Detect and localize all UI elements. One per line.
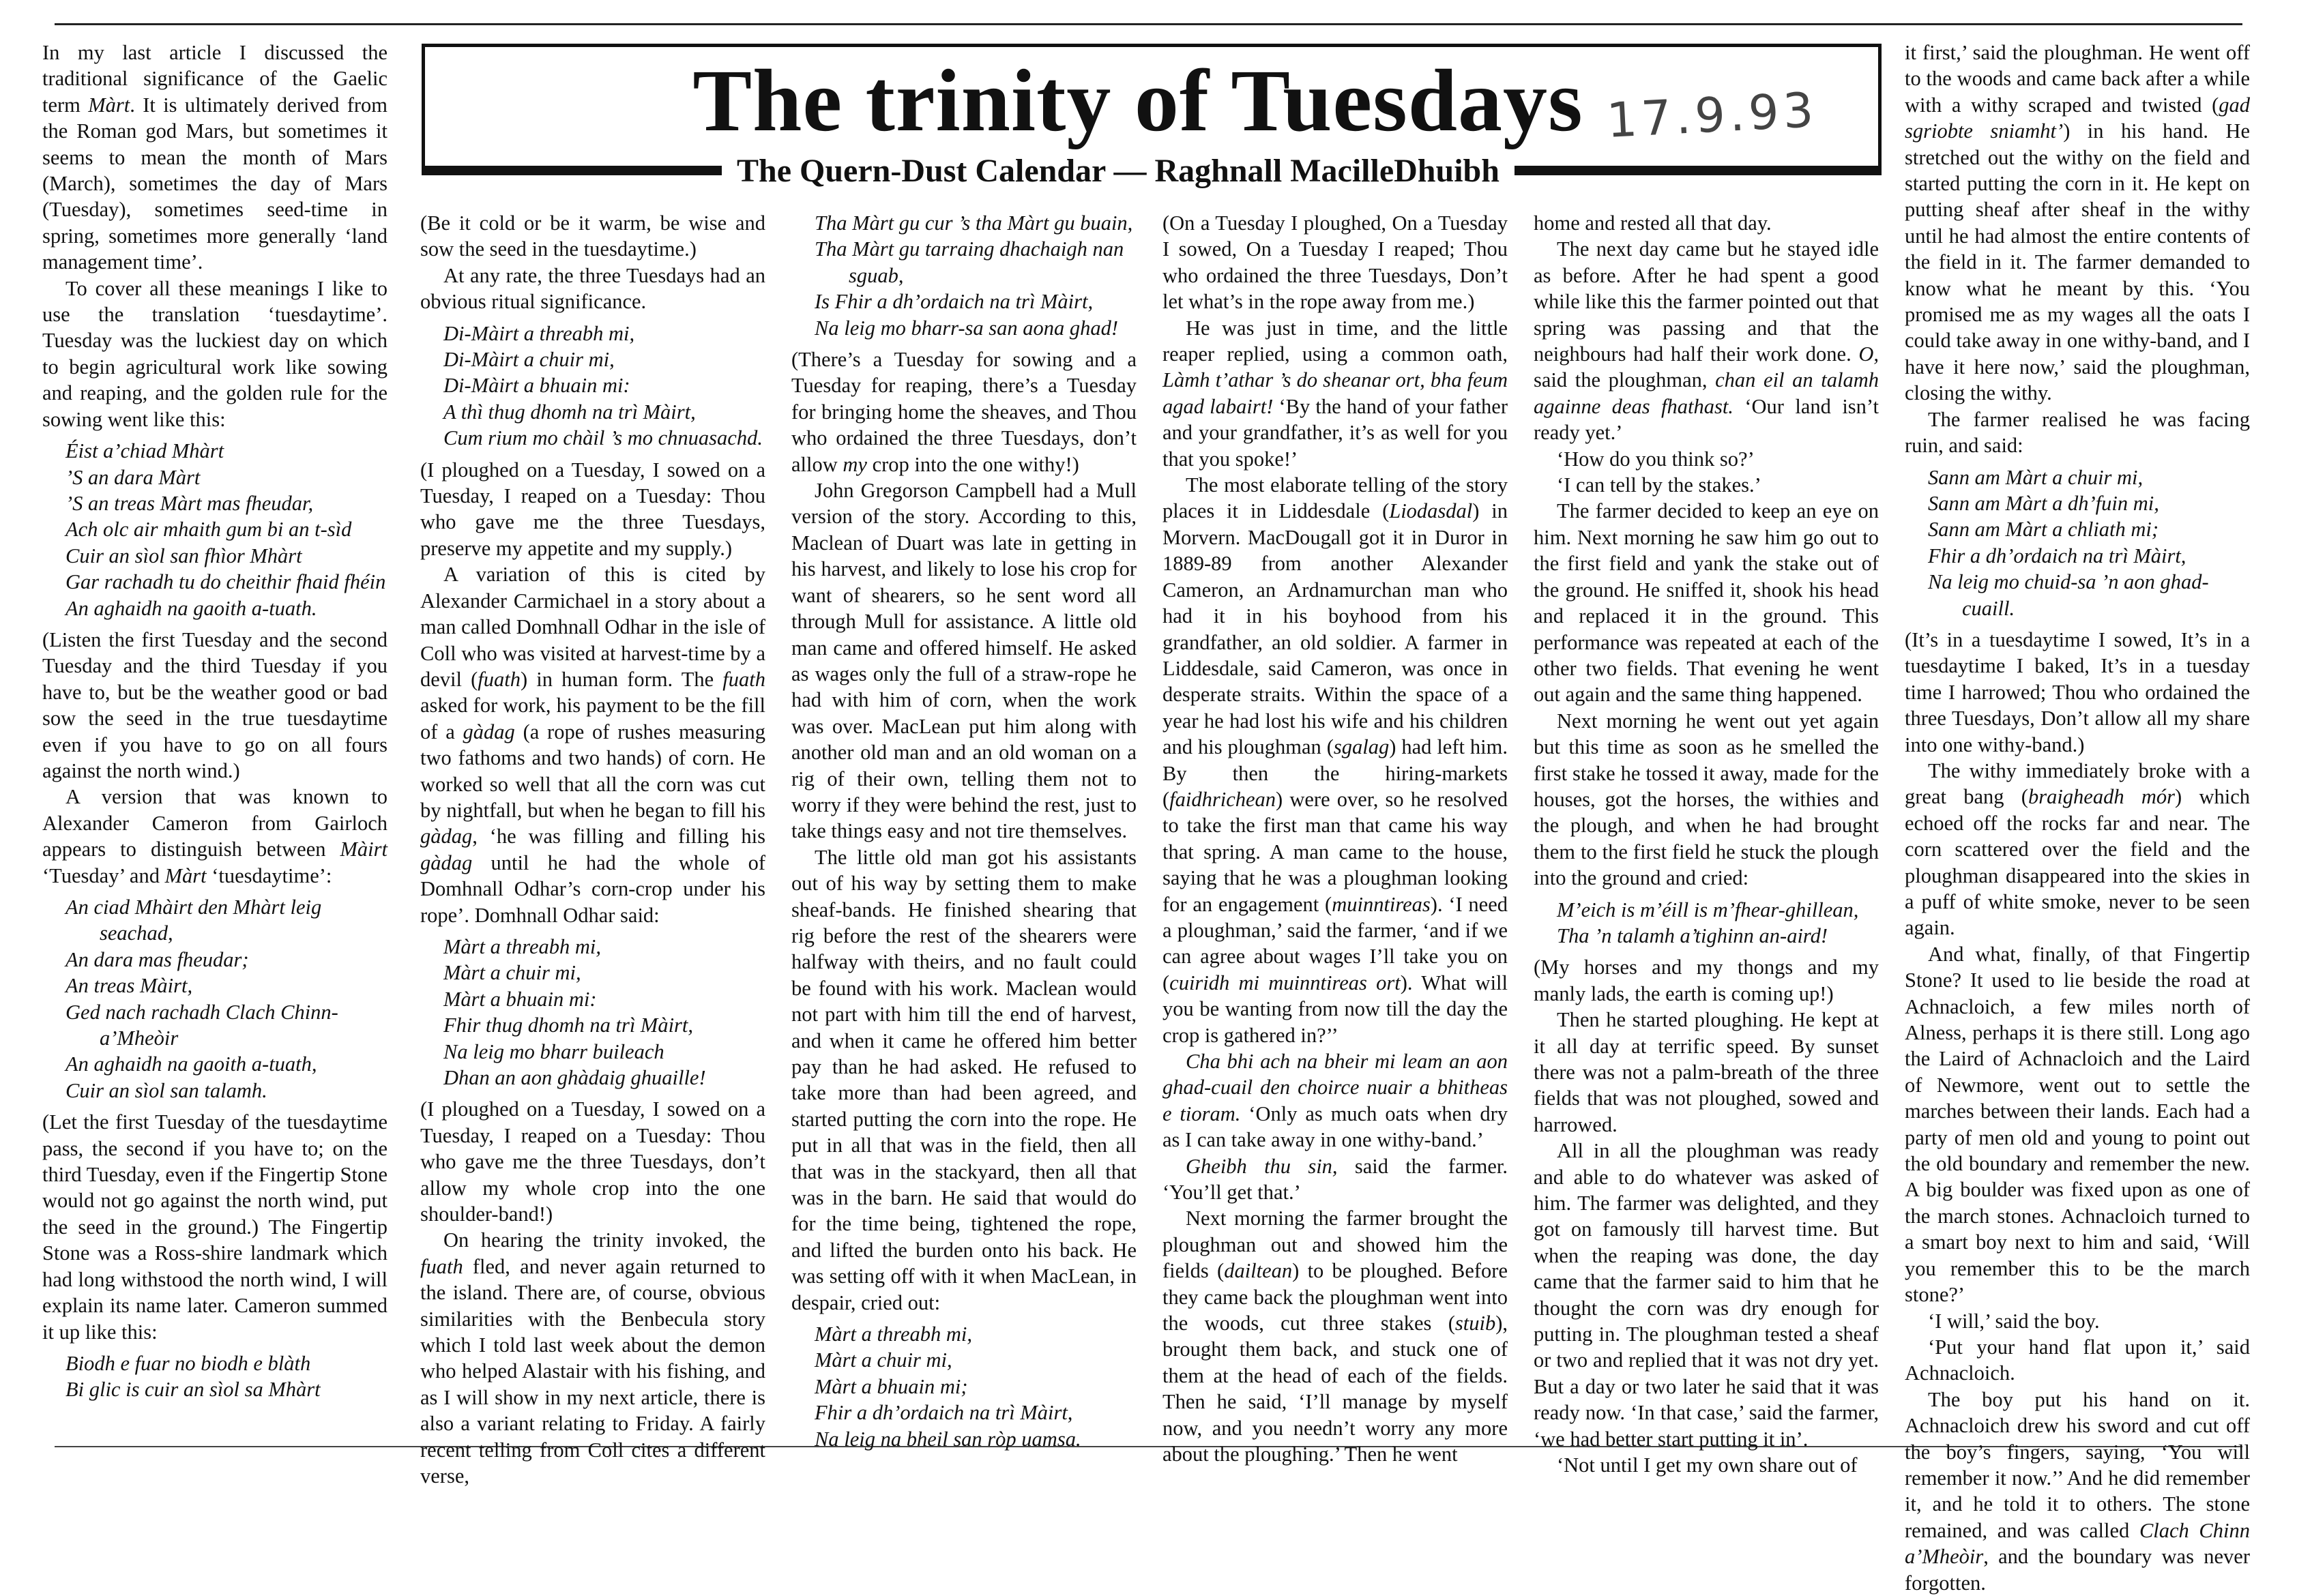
paragraph: The farmer decided to keep an eye on him. Next morning he saw him go out to the first field and yank the stake out of the ground. He sniffed it, shook his head and replaced it in the ground. This performance was repeated at each of the other two fields. That evening he went out again and the same thing happened.: [1534, 499, 1879, 707]
paragraph: ‘I can tell by the stakes.’: [1557, 473, 1761, 497]
paragraph: The farmer realised he was facing ruin, and said:: [1905, 407, 2250, 458]
paragraph: To cover all these meanings I like to use the translation ‘tuesdaytime’. Tuesday was the luckiest day on which to begin agricultural work like sowing and reaping, and the golden rule for the sowing went like this:: [42, 276, 387, 431]
paragraph: (Be it cold or be it warm, be wise and sow the seed in the tuesdaytime.): [420, 211, 765, 261]
verse: Màrt a threabh mi, Màrt a chuir mi, Màrt a bhuain mi; Fhir a dh’ordaich na trì Màirt, Na leig na bheil san ròp uamsa.: [815, 1322, 1081, 1451]
paragraph: The little old man got his assistants out of his way by setting them to make sheaf-bands. He finished shearing that rig before the rest of the shearers were halfway with theirs, and no fault could be found with his work. Maclean would not part with him till the end of harvest, and when it came he offered him better pay than he had asked. He refused to take more than had been agreed, and started putting the corn into the rope. He put in all that was in the field, then all that was in the stackyard, then all that was in the barn. He said that would do for the time being, tightened the rope, and lifted the burden onto his back. He was setting off with it when MacLean, in despair, cried out:: [791, 845, 1137, 1314]
paragraph: Next morning he went out yet again but this time as soon as he smelled the first stake he tossed it away, made for the houses, got the horses, the withies and the plough, and when he had brought them to the first field he stuck the plough into the ground and cried:: [1534, 709, 1879, 890]
paragraph: Then he started ploughing. He kept at it all day at terrific speed. By sunset there was not a palm-breath of the three fields that was not ploughed, sowed and harrowed.: [1534, 1008, 1879, 1136]
column-2: [420, 210, 765, 1490]
paragraph: (Let the first Tuesday of the tuesdaytime pass, the second if you have to; on the third Tuesday, even if the Fingertip Stone would not go against the north wind, put the seed in the ground.) The Fingertip Stone was a Ross-shire landmark which had long withstood the north wind, I will explain its name later. Cameron summed it up like this:: [42, 1110, 387, 1344]
paragraph: On hearing the trinity invoked, the fuath fled, and never again returned to the island. There are, of course, obvious similarities with the Benbecula story which I told last week about the demon who helped Alastair with his fishing, and as I will show in my next article, there is also a variant relating to Friday. A fairly recent telling from Coll cites a different verse,: [420, 1228, 765, 1488]
paragraph: Gheibh thu sin, said the farmer. ‘You’ll get that.’: [1162, 1154, 1508, 1205]
paragraph: (It’s in a tuesdaytime I sowed, It’s in a tuesdaytime I baked, It’s in a tuesday time I harrowed; Thou who ordained the three Tuesdays, Don’t allow all my share into one withy-band.): [1905, 627, 2250, 756]
verse: An ciad Mhàirt den Mhàrt leig seachad, An dara mas fheudar; An treas Màirt, Ged nach rachadh Clach Chinn-a’Mheòir An aghaidh na gaoith a-tuath, Cuir an sìol san talamh.: [65, 896, 338, 1102]
paragraph: (Listen the first Tuesday and the second Tuesday and the third Tuesday if you have to, but be the weather good or bad sow the seed in the true tuesdaytime even if you have to go on all fours against the north wind.): [42, 627, 387, 782]
paragraph: The next day came but he stayed idle as before. After he had spent a good while like this the farmer pointed out that spring was passing and that the neighbours had half their work done. O, said the ploughman, chan eil an talamh againne deas fhathast. ‘Our land isn’t ready yet.’: [1534, 237, 1879, 445]
column-3: [791, 210, 1137, 1458]
paragraph: The withy immediately broke with a great bang (braigheadh mór) which echoed off the rocks far and near. The corn scattered over the field and the ploughman disappeared into the skies in a puff of white smoke, never to be seen again.: [1905, 758, 2251, 940]
paragraph: ‘Put your hand flat upon it,’ said Achnacloich.: [1905, 1335, 2250, 1385]
paragraph: The boy put his hand on it. Achnacloich drew his sword and cut off the boy’s fingers, saying, ‘You will remember it now.’’ And he did remember it, and he told it to others. The stone remained, and was called Clach Chinn a’Mheòir, and the boundary was never forgotten.: [1905, 1387, 2250, 1595]
paragraph: Cha bhi ach na bheir mi leam an aon ghad-cuail den choirce nuair a bhitheas e tioram. ‘Only as much oats when dry as I can take away in one withy-band.’: [1162, 1050, 1508, 1152]
column-4: [1162, 210, 1508, 1468]
paragraph: At any rate, the three Tuesdays had an obvious ritual significance.: [420, 263, 765, 314]
verse: Màrt a threabh mi, Màrt a chuir mi, Màrt a bhuain mi: Fhir thug dhomh na trì Màirt, Na leig mo bharr buileach Dhan an aon ghàdaig ghuaille!: [443, 934, 706, 1089]
paragraph: A version that was known to Alexander Cameron from Gairloch appears to distinguish between Màirt ‘Tuesday’ and Màrt ‘tuesdaytime’:: [42, 785, 387, 887]
verse: Biodh e fuar no biodh e blàth Bi glic is cuir an sìol sa Mhàrt: [65, 1351, 321, 1402]
paragraph: (On a Tuesday I ploughed, On a Tuesday I sowed, On a Tuesday I reaped; Thou who ordained the three Tuesdays, Don’t let what’s in the rope away from me.): [1162, 211, 1508, 314]
column-5: [1534, 210, 1879, 1479]
subtitle-bar-right: [1515, 166, 1882, 175]
paragraph: A variation of this is cited by Alexander Carmichael in a story about a man called Domhnall Odhar in the isle of Coll who was visited at harvest-time by a devil (fuath) in human form. The fuath asked for work, his payment to be the fill of a gàdag (a rope of rushes measuring two fathoms and two hands) of corn. He worked so well that all the corn was cut by nightfall, but when he began to fill his gàdag, ‘he was filling and filling his gàdag until he had the whole of Domhnall Odhar’s corn-crop under his rope’. Domhnall Odhar said:: [420, 563, 765, 927]
paragraph: John Gregorson Campbell had a Mull version of the story. According to this, Maclean of Duart was late in getting in his harvest, and likely to lose his crop for want of shearers, so he sent word all through Mull for assistance. A little old man came and offered himself. He asked as wages only the full of a straw-rope he had with him of corn, when the work was over. MacLean put him along with another old man and an old woman on a rig of their own, telling them not to worry if they were behind the rest, just to take things easy and not tire themselves.: [791, 479, 1137, 843]
paragraph: He was just in time, and the little reaper replied, using a common oath, Làmh t’athar ’s do sheanar ort, bha feum agad labairt! ‘By the hand of your father and your grandfather, it’s as well for you that you spoke!’: [1162, 316, 1508, 471]
verse: Di-Màirt a threabh mi, Di-Màirt a chuir mi, Di-Màirt a bhuain mi: A thì thug dhomh na trì Màirt, Cum rium mo chàil ’s mo chnuasachd.: [443, 321, 763, 450]
paragraph: (I ploughed on a Tuesday, I sowed on a Tuesday, I reaped on a Tuesday: Thou who gave me the three Tuesdays, preserve my appetite and my supply.): [420, 458, 765, 560]
paragraph: In my last article I discussed the traditional significance of the Gaelic term Màrt. It is ultimately derived from the Roman god Mars, but sometimes it seems to mean the month of Mars (March), sometimes the day of Mars (Tuesday), sometimes seed-time in spring, sometimes more generally ‘land management time’.: [42, 41, 387, 274]
paragraph: (My horses and my thongs and my manly lads, the earth is coming up!): [1534, 956, 1879, 1005]
paragraph: The most elaborate telling of the story places it in Liddesdale (Liodasdal) in Morvern. MacDougall got it in Duror in 1889-89 from another Alexander Cameron, an Ardnamurchan man who had it in his boyhood from his grandfather, an old soldier. A farmer in Liddesdale, said Cameron, was once in desperate straits. Within the space of a year he had lost his wife and his children and his ploughman (sgalag) had left him. By then the hiring-markets (faidhrichean) were over, so he resolved to take the first man that came his way that spring. A man came to the house, saying that he was a ploughman looking for an engagement (muinntireas). ‘I need a ploughman,’ said the farmer, ‘and if we can agree about wages I’ll take you on (cuiridh mi muinntireas ort). What will you be wanting from now till the day the crop is gathered in?’’: [1162, 473, 1508, 1047]
paragraph: ‘I will,’ said the boy.: [1928, 1309, 2100, 1333]
top-rule: [55, 23, 2242, 25]
page-title: The trinity of Tuesdays: [692, 52, 1583, 150]
subtitle-row: [422, 150, 1882, 191]
handwritten-date: 17.9.93: [1605, 81, 1819, 149]
verse: Tha Màrt gu cur ’s tha Màrt gu buain, Tha Màrt gu tarraing dhachaigh nan sguab, Is Fhir a dh’ordaich na trì Màirt, Na leig mo bharr-sa san aona ghad!: [815, 211, 1133, 340]
paragraph: Next morning the farmer brought the ploughman out and showed him the fields (dailtean) to be ploughed. Before they came back the ploughman went into the woods, cut three stakes (stuib), brought them back, and stuck one of them at the head of each of the fields. Then he said, ‘I’ll manage by myself now, and you needn’t worry any more about the ploughing.’ Then he went: [1162, 1207, 1508, 1466]
verse: M’eich is m’éill is m’fhear-ghillean, Tha ’n talamh a’tighinn an-aird!: [1557, 898, 1859, 947]
verse: Éist a’chiad Mhàrt ’S an dara Màrt ’S an treas Màrt mas fheudar, Ach olc air mhaith gum bi an t-sìd Cuir an sìol san fhìor Mhàrt Gar rachadh tu do cheithir fhaid fhéin An aghaidh na gaoith a-tuath.: [65, 439, 386, 620]
verse: Sann am Màrt a chuir mi, Sann am Màrt a dh’fuin mi, Sann am Màrt a chliath mi; Fhir a dh’ordaich na trì Màirt, Na leig mo chuid-sa ’n aon ghad-cuaill.: [1928, 465, 2209, 620]
paragraph: it first,’ said the ploughman. He went off to the woods and came back after a while with a withy scraped and twisted (gad sgriobte sniamht’) in his hand. He stretched out the withy on the field and started putting the corn in it. He kept on putting sheaf after sheaf in the withy until he had almost the entire contents of the field in it. The farmer demanded to know what he meant by this. ‘You promised me as my wages all the oats I could take away in one withy-band, and I have it here now,’ said the ploughman, closing the withy.: [1905, 41, 2250, 405]
subtitle-bar-left: [422, 166, 722, 175]
column-1: [42, 40, 387, 1408]
paragraph: All in all the ploughman was ready and able to do whatever was asked of him. The farmer was delighted, and they got on famously till harvest time. But when the reaping was done, the day came that the farmer said to him that he thought the corn was dry enough for putting in. The ploughman tested a sheaf or two and replied that it was not dry yet. But a day or two later he said that it was ready now. ‘In that case,’ said the farmer, ‘we had better start putting it in’.: [1534, 1139, 1879, 1451]
paragraph: home and rested all that day.: [1534, 211, 1772, 235]
paragraph: (I ploughed on a Tuesday, I sowed on a Tuesday, I reaped on a Tuesday: Thou who gave me the three Tuesdays, don’t allow my whole crop into the one shoulder-band!): [420, 1097, 765, 1226]
paragraph: (There’s a Tuesday for sowing and a Tuesday for reaping, there’s a Tuesday for bringing home the sheaves, and Thou who ordained the three Tuesdays, don’t allow my crop into the one withy!): [791, 348, 1137, 476]
subtitle: The Quern-Dust Calendar — Raghnall MacilleDhuibh: [737, 152, 1499, 189]
column-6: [1905, 40, 2250, 1596]
paragraph: ‘Not until I get my own share out of: [1557, 1453, 1858, 1477]
paragraph: ‘How do you think so?’: [1557, 447, 1755, 471]
paragraph: And what, finally, of that Fingertip Stone? It used to lie beside the road at Achnacloich, a few miles north of Alness, perhaps it is there still. Long ago the Laird of Achnacloich and the Laird of Newmore, went out to settle the marches between their lands. Each had a party of men old and young to point out the old boundary and remember the new. A big boulder was fixed upon as one of the march stones. Achnacloich turned to a smart boy next to him and said, ‘Will you remember this to be the march stone?’: [1905, 942, 2250, 1307]
